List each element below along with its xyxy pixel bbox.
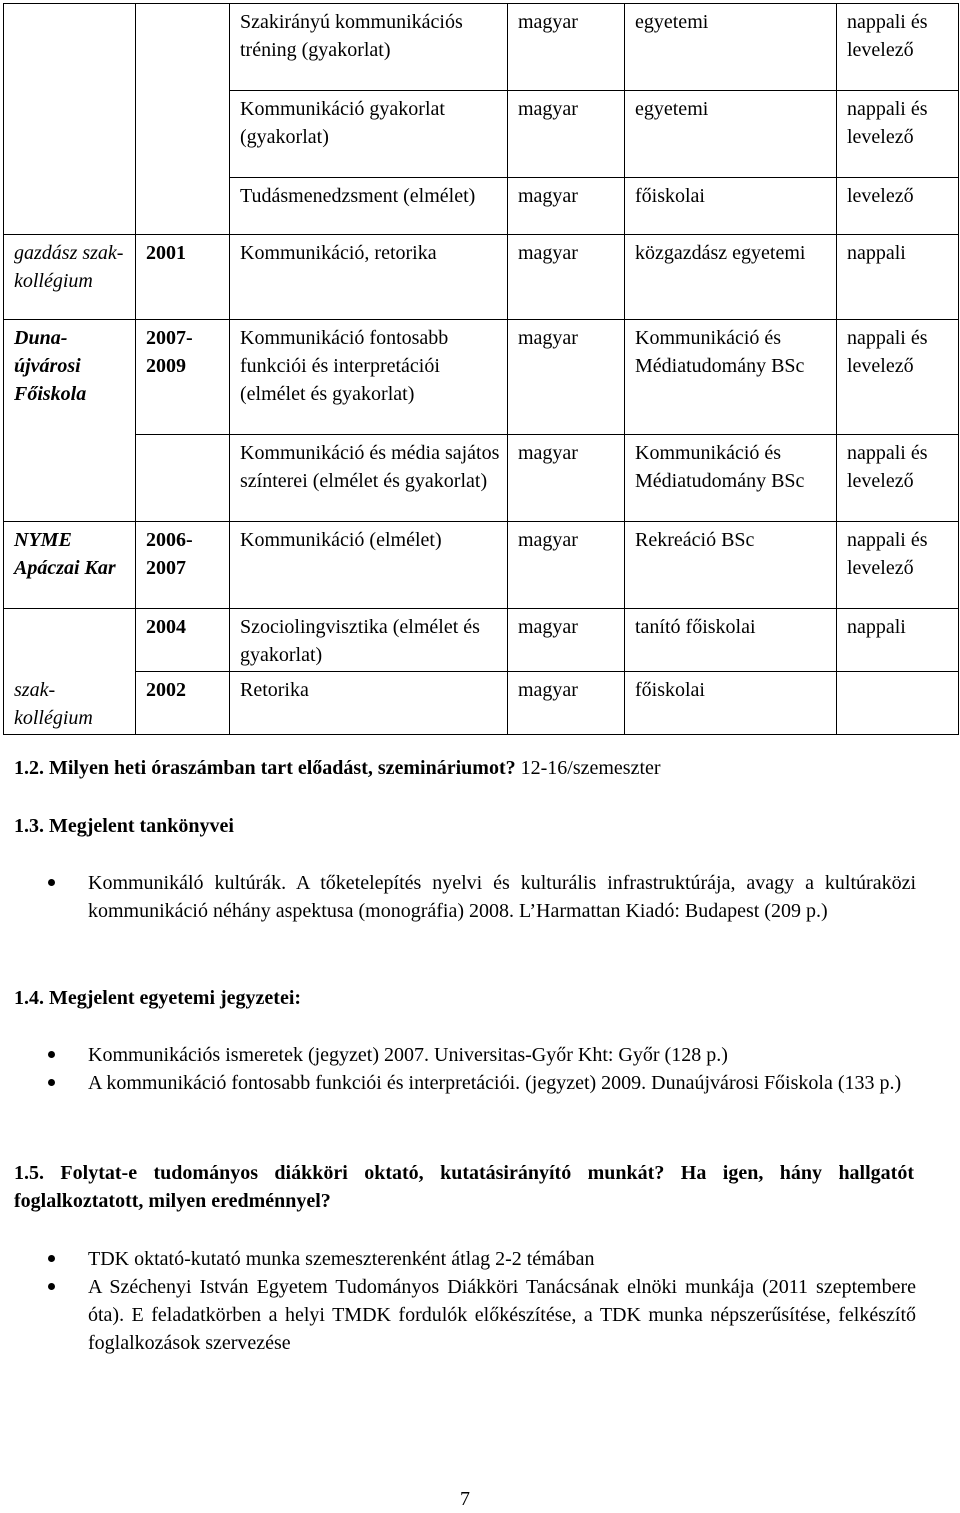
level-cell: Rekreáció BSc — [625, 522, 837, 609]
level-cell: tanító főiskolai — [625, 609, 837, 672]
language-cell: magyar — [508, 320, 625, 435]
list-item: A Széchenyi István Egyetem Tudományos Diákköri Tanácsának elnöki munkája (2011 szeptembere óta). E feladatkörben a helyi TMDK fordulók előkészítése, a TDK munka népszerűsítése, felkészítő foglalkozások szervezése — [48, 1273, 916, 1357]
institution-cell — [4, 178, 136, 235]
mode-cell: levelező — [837, 178, 959, 235]
page-number: 7 — [460, 1488, 470, 1510]
mode-cell: nappali és levelező — [837, 320, 959, 435]
language-cell: magyar — [508, 435, 625, 522]
language-cell: magyar — [508, 4, 625, 91]
language-cell: magyar — [508, 235, 625, 320]
section-1-5-heading: 1.5. Folytat-e tudományos diákköri oktató, kutatásirányító munkát? Ha igen, hány hallgatót foglalkoztatott, milyen eredménnyel? — [14, 1162, 914, 1212]
course-cell: Szakirányú kommunikációs tréning (gyakorlat) — [230, 4, 508, 91]
year-cell: 2001 — [136, 235, 230, 320]
bullet-icon — [48, 1079, 55, 1086]
course-cell: Tudásmenedzsment (elmélet) — [230, 178, 508, 235]
table-row — [4, 609, 959, 672]
level-cell: főiskolai — [625, 672, 837, 735]
list-item: Kommunikációs ismeretek (jegyzet) 2007. Universitas-Győr Kht: Győr (128 p.) — [48, 1041, 916, 1069]
language-cell: magyar — [508, 672, 625, 735]
mode-cell — [837, 672, 959, 735]
textbook-list — [48, 869, 916, 925]
institution-cell — [4, 609, 136, 672]
institution-cell: gazdász szak-kollégium — [4, 235, 136, 320]
table-row — [4, 672, 959, 735]
mode-cell: nappali — [837, 609, 959, 672]
table-row — [4, 435, 959, 522]
course-cell: Kommunikáció és média sajátos színterei (elmélet és gyakorlat) — [230, 435, 508, 522]
level-cell: közgazdász egyetemi — [625, 235, 837, 320]
table-row — [4, 235, 959, 320]
mode-cell: nappali és levelező — [837, 522, 959, 609]
level-cell: Kommunikáció és Médiatudomány BSc — [625, 435, 837, 522]
mode-cell: nappali és levelező — [837, 91, 959, 178]
list-item: A kommunikáció fontosabb funkciói és interpretációi. (jegyzet) 2009. Dunaújvárosi Főiskola (133 p.) — [48, 1069, 916, 1097]
year-cell: 2004 — [136, 609, 230, 672]
year-cell: 2006-2007 — [136, 522, 230, 609]
institution-cell: szak-kollégium — [4, 672, 136, 735]
language-cell: magyar — [508, 522, 625, 609]
bullet-icon — [48, 879, 55, 886]
level-cell: főiskolai — [625, 178, 837, 235]
table-row — [4, 178, 959, 235]
year-cell: 2007-2009 — [136, 320, 230, 435]
institution-cell — [4, 91, 136, 178]
tdk-activity-list — [48, 1245, 916, 1357]
mode-cell: nappali — [837, 235, 959, 320]
section-1-2-heading — [14, 754, 914, 782]
institution-cell: Duna-újvárosi Főiskola — [4, 320, 136, 435]
level-cell: egyetemi — [625, 4, 837, 91]
year-cell — [136, 4, 230, 91]
level-cell: Kommunikáció és Médiatudomány BSc — [625, 320, 837, 435]
year-cell — [136, 178, 230, 235]
course-cell: Kommunikáció, retorika — [230, 235, 508, 320]
language-cell: magyar — [508, 609, 625, 672]
course-cell: Kommunikáció (elmélet) — [230, 522, 508, 609]
course-cell: Szociolingvisztika (elmélet és gyakorlat) — [230, 609, 508, 672]
year-cell: 2002 — [136, 672, 230, 735]
level-cell: egyetemi — [625, 91, 837, 178]
section-answer: 12-16/szemeszter — [515, 757, 661, 779]
bullet-icon — [48, 1051, 55, 1058]
table-row — [4, 91, 959, 178]
section-title: 1.2. Milyen heti óraszámban tart előadást, szemináriumot? — [14, 757, 516, 779]
language-cell: magyar — [508, 91, 625, 178]
section-1-4-heading: 1.4. Megjelent egyetemi jegyzetei: — [14, 987, 302, 1009]
section-1-3-heading: 1.3. Megjelent tankönyvei — [14, 815, 234, 837]
table-row — [4, 4, 959, 91]
mode-cell: nappali és levelező — [837, 435, 959, 522]
institution-cell: NYME Apáczai Kar — [4, 522, 136, 609]
mode-cell: nappali és levelező — [837, 4, 959, 91]
course-cell: Kommunikáció fontosabb funkciói és interpretációi (elmélet és gyakorlat) — [230, 320, 508, 435]
language-cell: magyar — [508, 178, 625, 235]
courses-table — [3, 3, 959, 735]
lecture-notes-list — [48, 1041, 916, 1097]
course-cell: Retorika — [230, 672, 508, 735]
table-row — [4, 522, 959, 609]
year-cell — [136, 91, 230, 178]
bullet-icon — [48, 1255, 55, 1262]
bullet-icon — [48, 1283, 55, 1290]
year-cell — [136, 435, 230, 522]
course-cell: Kommunikáció gyakorlat (gyakorlat) — [230, 91, 508, 178]
list-item: Kommunikáló kultúrák. A tőketelepítés nyelvi és kulturális infrastruktúrája, avagy a kultúraközi kommunikáció néhány aspektusa (monográfia) 2008. L’Harmattan Kiadó: Budapest (209 p.) — [48, 869, 916, 925]
table-row — [4, 320, 959, 435]
institution-cell — [4, 435, 136, 522]
institution-cell — [4, 4, 136, 91]
list-item: TDK oktató-kutató munka szemeszterenként átlag 2-2 témában — [48, 1245, 916, 1273]
